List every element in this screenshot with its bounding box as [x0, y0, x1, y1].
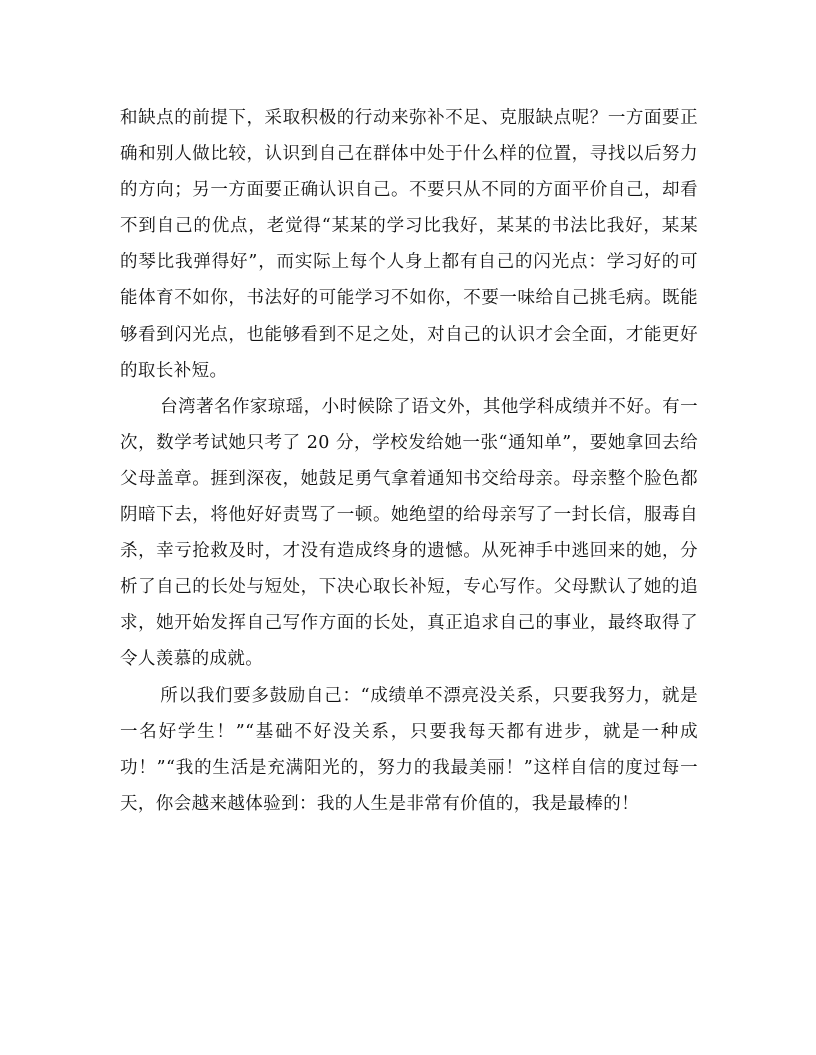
paragraph-self-assessment: 和缺点的前提下，采取积极的行动来弥补不足、克服缺点呢？一方面要正确和别人做比较，认识到自己在群体中处于什么样的位置，寻找以后努力的方向；另一方面要正确认识自己。不要只从不同的方面平价自己，却看不到自己的优点，老觉得“某某的学习比我好，某某的书法比我好，某某的琴比我弹得好”，而实际上每个人身上都有自己的闪光点：学习好的可能体育不如你，书法好的可能学习不如你，不要一味给自己挑毛病。既能够看到闪光点，也能够看到不足之处，对自己的认识才会全面，才能更好的取长补短。	[120, 108, 698, 381]
document-body	[120, 100, 698, 822]
paragraph-encouragement: 所以我们要多鼓励自己：“成绩单不漂亮没关系，只要我努力，就是一名好学生！”“基础不好没关系，只要我每天都有进步，就是一种成功！”“我的生活是充满阳光的，努力的我最美丽！”这样自信的度过每一天，你会越来越体验到：我的人生是非常有价值的，我是最棒的！	[120, 685, 698, 814]
paragraph-qiongyao-story: 台湾著名作家琼瑶，小时候除了语文外，其他学科成绩并不好。有一次，数学考试她只考了 20 分，学校发给她一张“通知单”，要她拿回去给父母盖章。捱到深夜，她鼓足勇气拿着通知书交给母亲。母亲整个脸色都阴暗下去，将他好好责骂了一顿。她绝望的给母亲写了一封长信，服毒自杀，幸亏抢救及时，才没有造成终身的遗憾。从死神手中逃回来的她，分析了自己的长处与短处，下决心取长补短，专心写作。父母默认了她的追求，她开始发挥自己写作方面的长处，真正追求自己的事业，最终取得了令人羡慕的成就。	[120, 396, 698, 670]
